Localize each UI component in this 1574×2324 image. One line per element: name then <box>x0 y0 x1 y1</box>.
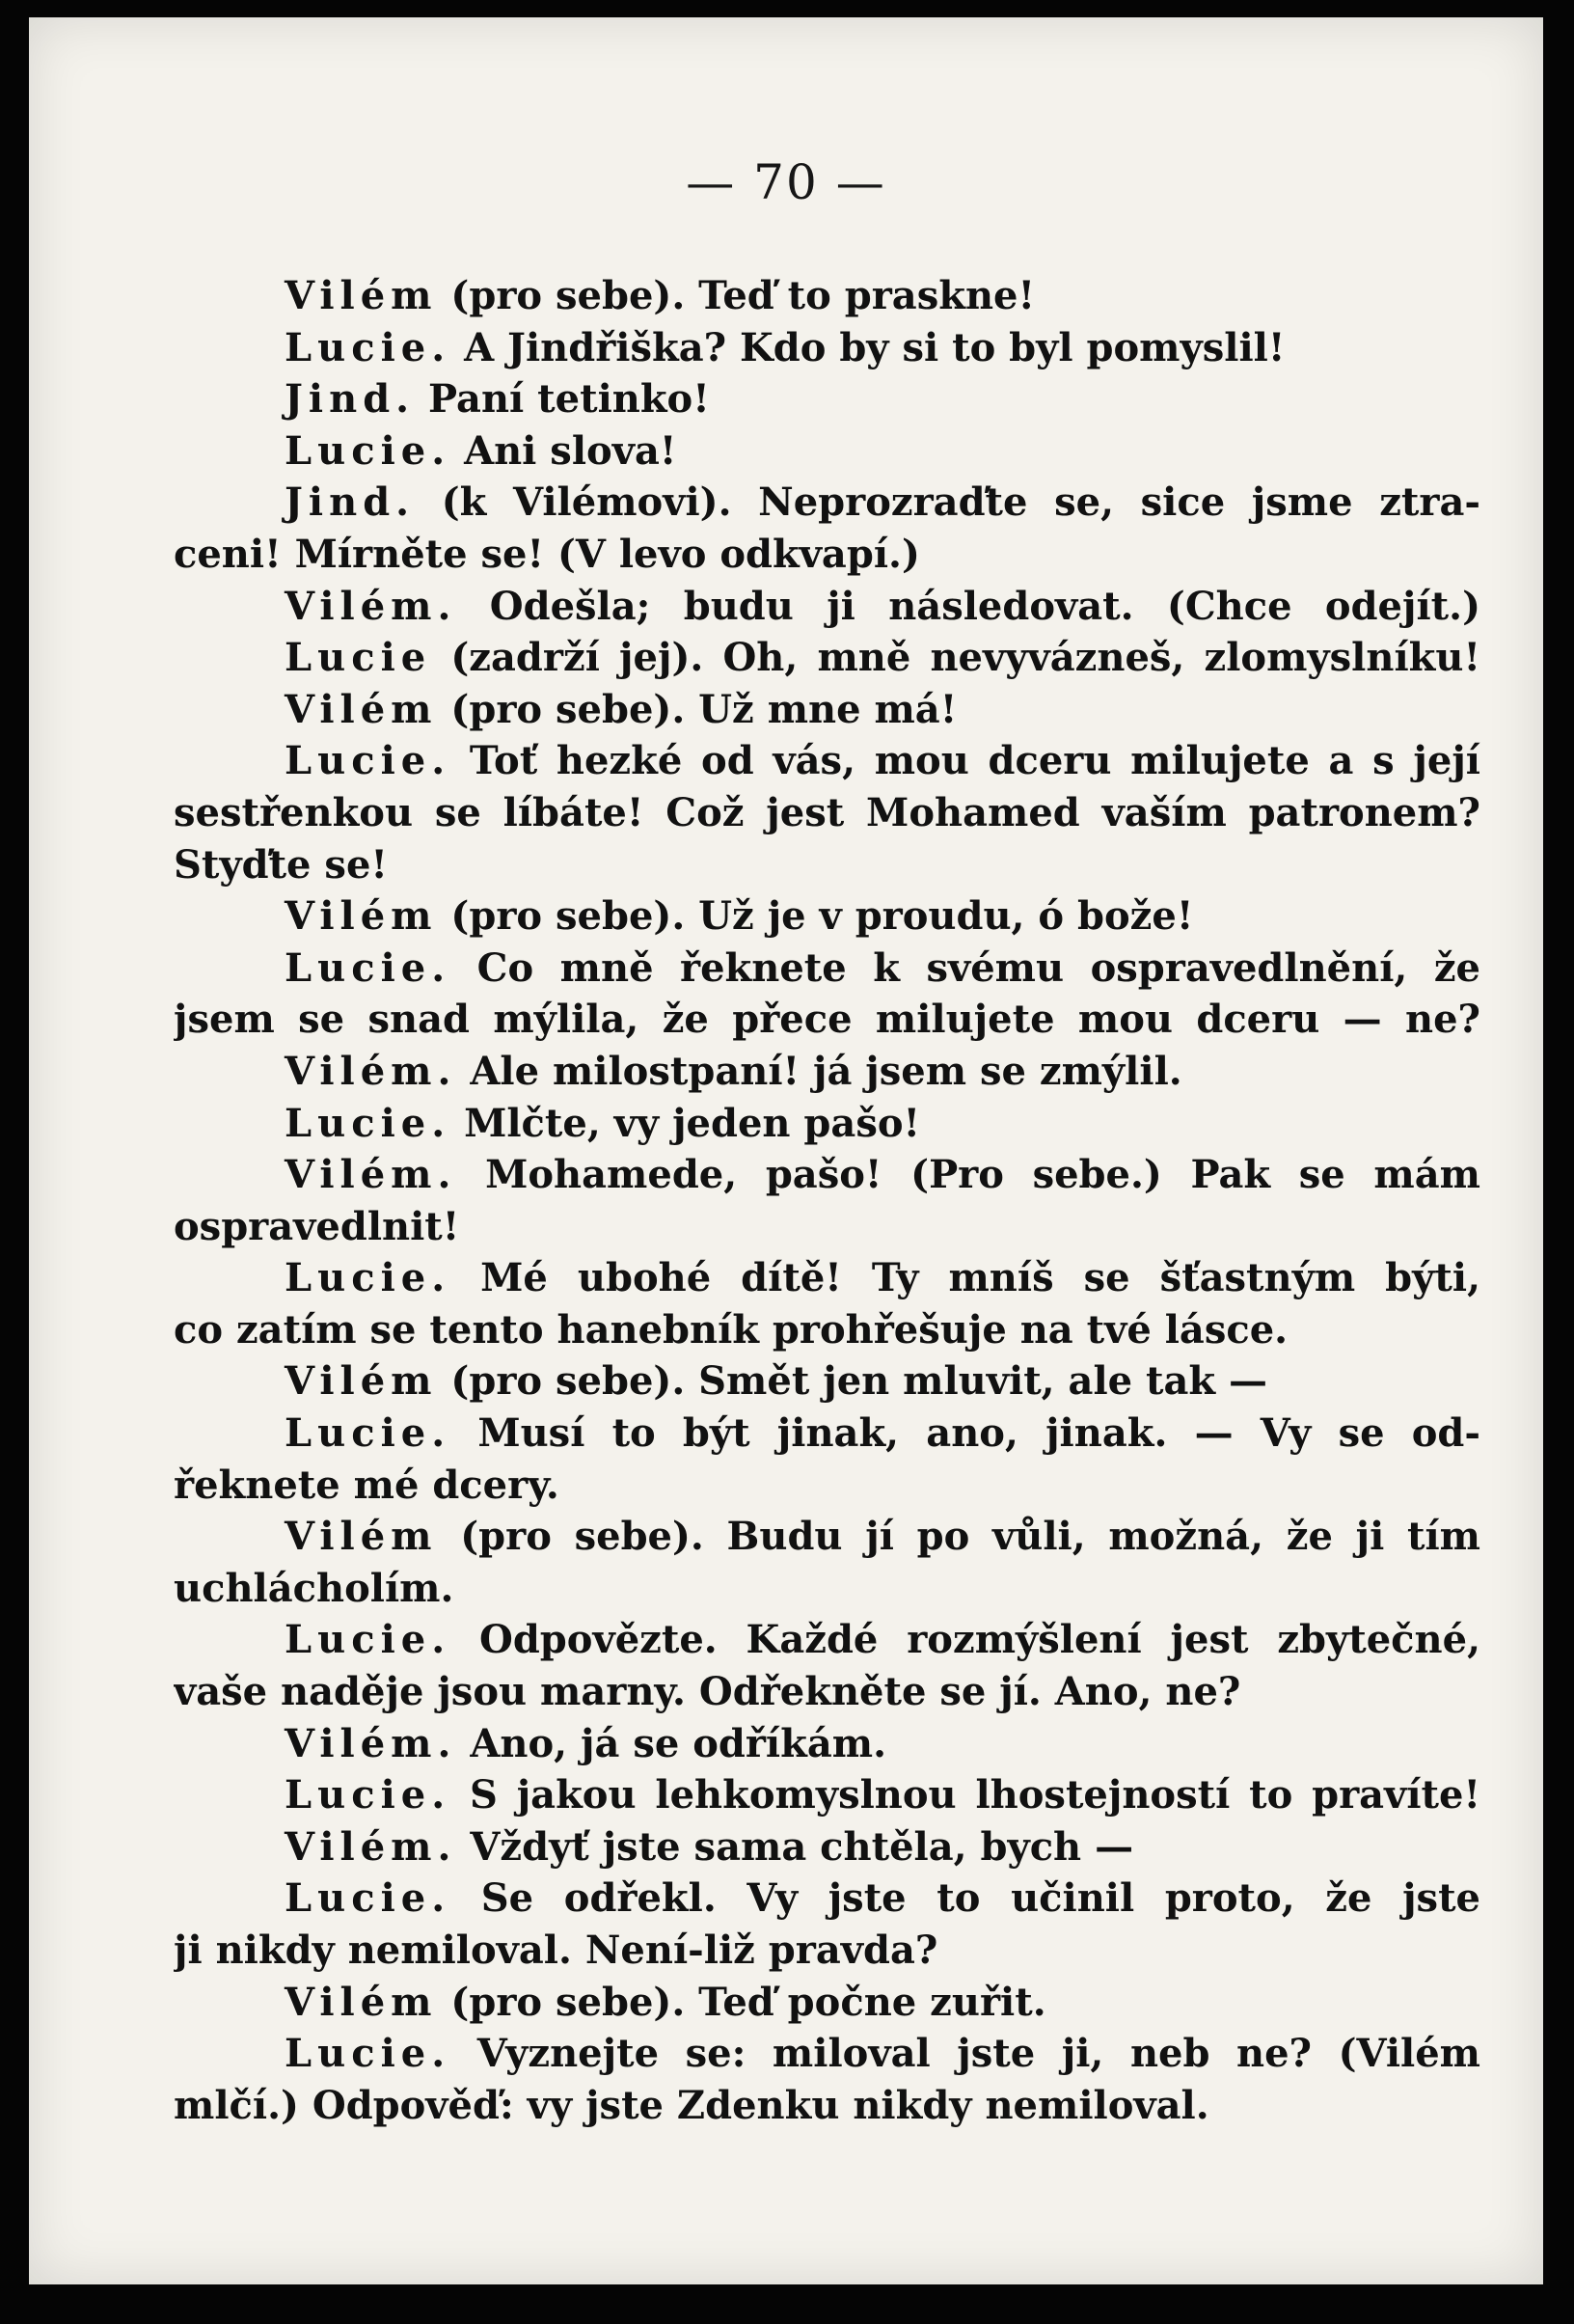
speech-text: Mé ubohé dítě! Ty mníš se šťastným býti, <box>450 1255 1480 1301</box>
text-line: vaše naděje jsou marny. Odřekněte se jí. Ano, ne? <box>174 1669 1241 1715</box>
text-line: ceni! Mírněte se! (V levo odkvapí.) <box>174 531 920 577</box>
text-line: Styďte se! <box>174 841 388 888</box>
speech-text: Ani slova! <box>450 427 677 474</box>
speaker-name: Vilém. <box>285 1152 457 1198</box>
text-line <box>174 890 1480 943</box>
page-number: — 70 — <box>686 154 886 210</box>
speech-text: Vyznejte se: miloval jste ji, neb ne? (Vilém <box>450 2031 1480 2077</box>
speaker-name: Vilém <box>285 686 438 732</box>
text-line: ospravedlnit! <box>174 1203 460 1249</box>
text-line <box>174 581 1480 633</box>
speaker-name: Lucie. <box>285 1255 451 1301</box>
speaker-name: Jind. <box>285 479 416 526</box>
speaker-name: Lucie. <box>285 324 451 370</box>
text-line <box>174 1769 1480 1821</box>
text-line <box>174 1046 1480 1098</box>
speech-text: Se odřekl. Vy jste to učinil proto, že jste <box>450 1875 1480 1922</box>
speech-text: Odešla; budu ji následovat. (Chce odejít.) <box>456 583 1480 629</box>
text-line <box>174 632 1480 684</box>
speaker-name: Jind. <box>285 376 416 423</box>
text-line <box>174 1098 1480 1150</box>
text-line <box>174 1821 1480 1873</box>
text-line <box>174 1873 1480 1925</box>
speech-text: Odpovězte. Každé rozmýšlení jest zbytečné, <box>450 1617 1480 1663</box>
text-line <box>174 270 1480 322</box>
text-line <box>174 1252 1480 1304</box>
speaker-name: Lucie. <box>285 427 451 474</box>
text-line <box>174 684 1480 736</box>
text-line <box>174 1977 1480 2029</box>
speaker-name: Vilém <box>285 1514 438 1560</box>
text-line <box>174 1614 1480 1666</box>
speaker-name: Vilém. <box>285 1048 457 1094</box>
speech-text: Ano, já se odříkám. <box>456 1720 887 1766</box>
text-line <box>174 1408 1480 1460</box>
text-line: jsem se snad mýlila, že přece milujete mou dceru — ne? <box>174 997 1480 1043</box>
speech-text: Toť hezké od vás, mou dceru milujete a s její <box>450 738 1480 784</box>
speaker-name: Lucie. <box>285 1100 451 1146</box>
speech-text: (pro sebe). Smět jen mluvit, ale tak — <box>437 1358 1268 1405</box>
text-line <box>174 1718 1480 1770</box>
speaker-name: Vilém. <box>285 1823 457 1870</box>
speech-text: Ale milostpaní! já jsem se zmýlil. <box>456 1048 1182 1094</box>
text-line: ji nikdy nemiloval. Není-liž pravda? <box>174 1928 938 1973</box>
speaker-name: Vilém <box>285 1358 438 1405</box>
text-line: co zatím se tento hanebník prohřešuje na tvé lásce. <box>174 1306 1289 1353</box>
speech-text: (pro sebe). Teď počne zuřit. <box>437 1979 1046 2025</box>
speaker-name: Vilém <box>285 273 438 318</box>
text-line <box>174 373 1480 425</box>
speech-text: (k Vilémovi). Neprozraďte se, sice jsme ztra- <box>415 479 1480 526</box>
speech-text: Mohamede, pašo! (Pro sebe.) Pak se mám <box>456 1152 1480 1198</box>
text-line <box>174 735 1480 787</box>
text-line <box>174 943 1480 995</box>
text-line: sestřenkou se líbáte! Což jest Mohamed vaším patronem? <box>174 789 1480 835</box>
speech-text: S jakou lehkomyslnou lhostejností to pravíte! <box>450 1772 1480 1818</box>
speech-text: (pro sebe). Už mne má! <box>437 686 958 732</box>
text-line <box>174 477 1480 529</box>
speech-text: Mlčte, vy jeden pašo! <box>450 1100 921 1146</box>
text-line: mlčí.) Odpověď: vy jste Zdenku nikdy nemiloval. <box>174 2082 1209 2128</box>
speaker-name: Lucie. <box>285 944 451 991</box>
text-line <box>174 425 1480 478</box>
speaker-name: Vilém. <box>285 583 457 629</box>
speech-text: A Jindřiška? Kdo by si to byl pomyslil! <box>450 324 1286 370</box>
speech-text: Paní tetinko! <box>415 376 710 423</box>
text-line: řeknete mé dcery. <box>174 1462 559 1508</box>
speaker-name: Lucie. <box>285 738 451 784</box>
speaker-name: Vilém. <box>285 1720 457 1766</box>
speaker-name: Lucie. <box>285 1772 451 1818</box>
speech-text: (pro sebe). Teď to praskne! <box>437 273 1036 318</box>
speaker-name: Lucie. <box>285 1617 451 1663</box>
play-text <box>174 270 1480 2131</box>
text-line <box>174 1511 1480 1563</box>
text-line <box>174 322 1480 374</box>
text-line <box>174 1149 1480 1201</box>
text-line: uchlácholím. <box>174 1565 454 1611</box>
speaker-name: Lucie. <box>285 2031 451 2077</box>
speech-text: Co mně řeknete k svému ospravedlnění, že <box>450 944 1480 991</box>
speaker-name: Lucie. <box>285 1410 451 1457</box>
speaker-name: Lucie <box>285 635 432 681</box>
speaker-name: Vilém <box>285 893 438 940</box>
speech-text: (pro sebe). Budu jí po vůli, možná, že ji tím <box>437 1514 1480 1560</box>
text-line <box>174 2028 1480 2080</box>
book-page <box>29 17 1543 2284</box>
text-line <box>174 1355 1480 1408</box>
speech-text: Vždyť jste sama chtěla, bych — <box>456 1823 1134 1870</box>
speech-text: (pro sebe). Už je v proudu, ó bože! <box>437 893 1194 940</box>
speech-text: (zadrží jej). Oh, mně nevyvázneš, zlomyslníku! <box>431 635 1480 681</box>
speaker-name: Lucie. <box>285 1875 451 1922</box>
speech-text: Musí to být jinak, ano, jinak. — Vy se od- <box>450 1410 1480 1457</box>
speaker-name: Vilém <box>285 1979 438 2025</box>
